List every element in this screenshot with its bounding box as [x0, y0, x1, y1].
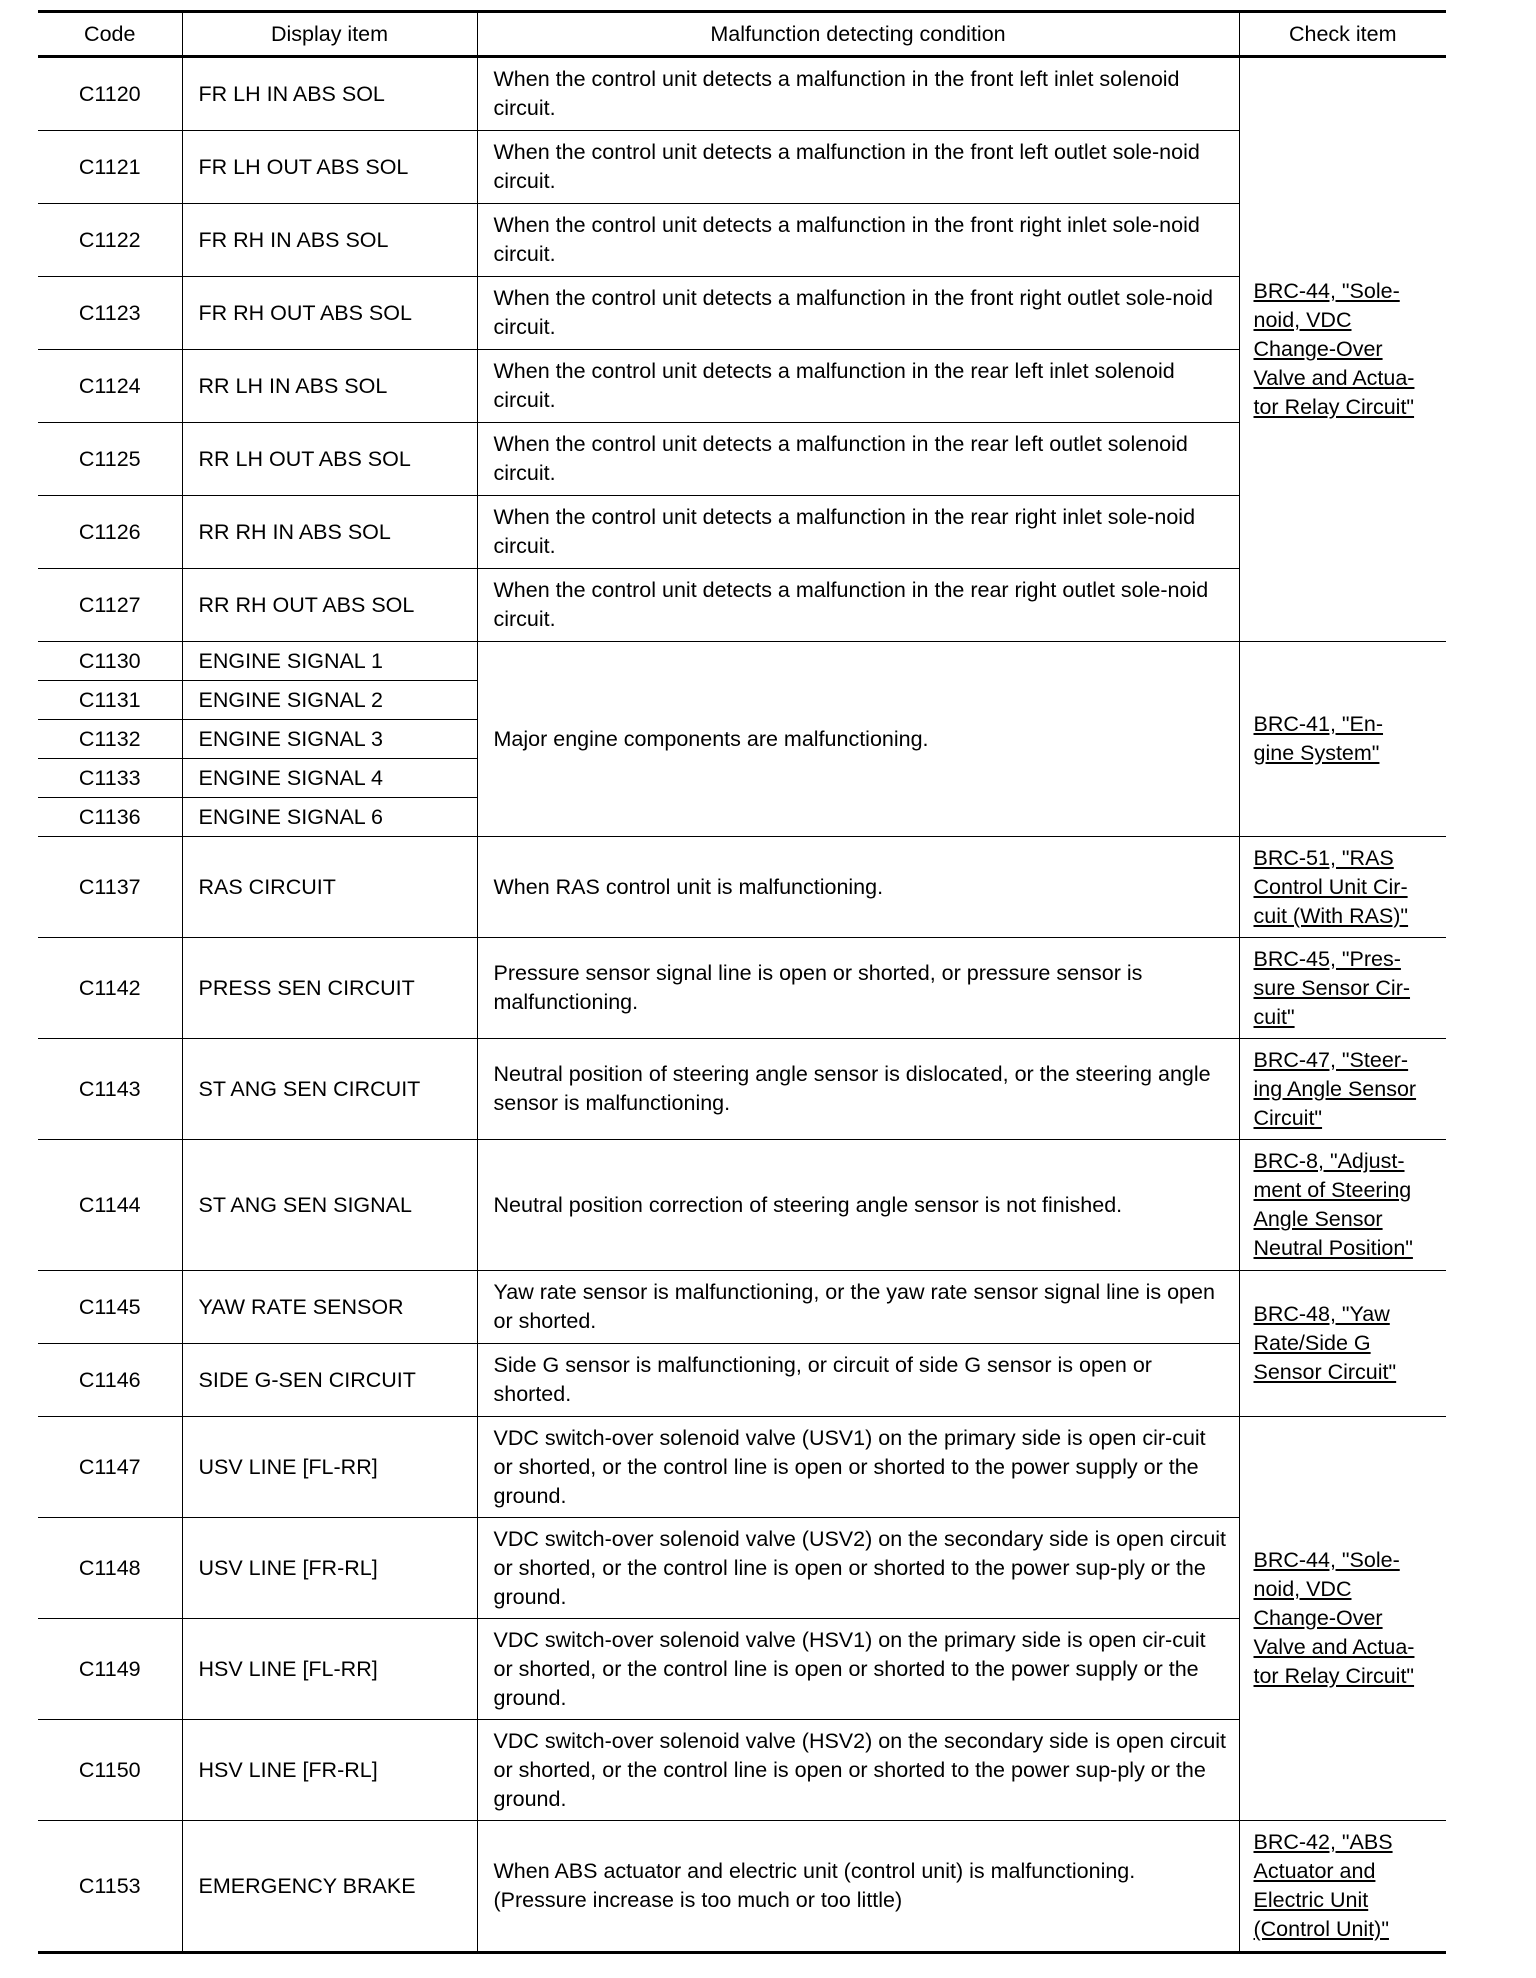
condition-cell: Side G sensor is malfunctioning, or circuit of side G sensor is open or shorted.: [477, 1344, 1239, 1417]
table-row: [38, 131, 1446, 204]
check-item-cell: [1239, 57, 1446, 642]
check-item-cell: [1239, 1140, 1446, 1271]
table-row: [38, 837, 1446, 938]
table-row: [38, 642, 1446, 681]
display-item-cell: EMERGENCY BRAKE: [182, 1821, 477, 1953]
condition-cell: VDC switch-over solenoid valve (USV1) on the primary side is open cir-cuit or shorted, or the control line is open or shorted to the power supply or the ground.: [477, 1417, 1239, 1518]
display-item-cell: ENGINE SIGNAL 1: [182, 642, 477, 681]
header-code: Code: [38, 12, 182, 57]
check-item-link[interactable]: BRC-44, "Sole- noid, VDC Change-Over Valve and Actua- tor Relay Circuit": [1253, 1548, 1415, 1688]
condition-cell: Major engine components are malfunctioning.: [477, 642, 1239, 837]
code-cell: C1150: [38, 1720, 182, 1821]
code-cell: C1122: [38, 204, 182, 277]
display-item-cell: ENGINE SIGNAL 3: [182, 720, 477, 759]
code-cell: C1137: [38, 837, 182, 938]
display-item-cell: FR RH OUT ABS SOL: [182, 277, 477, 350]
code-cell: C1145: [38, 1271, 182, 1344]
table-row: [38, 1140, 1446, 1271]
header-condition: Malfunction detecting condition: [477, 12, 1239, 57]
display-item-cell: USV LINE [FR-RL]: [182, 1518, 477, 1619]
display-item-cell: HSV LINE [FR-RL]: [182, 1720, 477, 1821]
display-item-cell: RR LH IN ABS SOL: [182, 350, 477, 423]
condition-cell: When the control unit detects a malfunction in the front left outlet sole-noid circuit.: [477, 131, 1239, 204]
check-item-link[interactable]: BRC-44, "Sole- noid, VDC Change-Over Valve and Actua- tor Relay Circuit": [1253, 279, 1415, 419]
check-item-cell: [1239, 642, 1446, 837]
header-check-item: Check item: [1239, 12, 1446, 57]
condition-cell: VDC switch-over solenoid valve (HSV2) on the secondary side is open circuit or shorted, or the control line is open or shorted to the power sup-ply or the ground.: [477, 1720, 1239, 1821]
check-item-link[interactable]: BRC-45, "Pres- sure Sensor Cir- cuit": [1253, 946, 1411, 1029]
check-item-link[interactable]: BRC-51, "RAS Control Unit Cir- cuit (With RAS)": [1253, 845, 1409, 928]
display-item-cell: ENGINE SIGNAL 2: [182, 681, 477, 720]
code-cell: C1126: [38, 496, 182, 569]
check-item-cell: [1239, 1271, 1446, 1417]
code-cell: C1146: [38, 1344, 182, 1417]
display-item-cell: RR LH OUT ABS SOL: [182, 423, 477, 496]
display-item-cell: ST ANG SEN CIRCUIT: [182, 1039, 477, 1140]
condition-cell: When the control unit detects a malfunction in the rear right outlet sole-noid circuit.: [477, 569, 1239, 642]
display-item-cell: YAW RATE SENSOR: [182, 1271, 477, 1344]
table-row: [38, 277, 1446, 350]
code-cell: C1125: [38, 423, 182, 496]
condition-cell: VDC switch-over solenoid valve (HSV1) on the primary side is open cir-cuit or shorted, or the control line is open or shorted to the power supply or the ground.: [477, 1619, 1239, 1720]
code-cell: C1142: [38, 938, 182, 1039]
display-item-cell: PRESS SEN CIRCUIT: [182, 938, 477, 1039]
condition-cell: When the control unit detects a malfunction in the rear right inlet sole-noid circuit.: [477, 496, 1239, 569]
display-item-cell: USV LINE [FL-RR]: [182, 1417, 477, 1518]
code-cell: C1143: [38, 1039, 182, 1140]
code-cell: C1136: [38, 798, 182, 837]
dtc-table: [38, 10, 1446, 1954]
condition-cell: Pressure sensor signal line is open or shorted, or pressure sensor is malfunctioning.: [477, 938, 1239, 1039]
code-cell: C1130: [38, 642, 182, 681]
header-row: [38, 12, 1446, 57]
code-cell: C1148: [38, 1518, 182, 1619]
code-cell: C1153: [38, 1821, 182, 1953]
table-row: [38, 1039, 1446, 1140]
code-cell: C1133: [38, 759, 182, 798]
code-cell: C1144: [38, 1140, 182, 1271]
check-item-link[interactable]: BRC-8, "Adjust- ment of Steering Angle Sensor Neutral Position": [1253, 1149, 1413, 1260]
condition-cell: Yaw rate sensor is malfunctioning, or the yaw rate sensor signal line is open or shorted.: [477, 1271, 1239, 1344]
code-cell: C1131: [38, 681, 182, 720]
condition-cell: When RAS control unit is malfunctioning.: [477, 837, 1239, 938]
display-item-cell: ENGINE SIGNAL 4: [182, 759, 477, 798]
check-item-link[interactable]: BRC-42, "ABS Actuator and Electric Unit (Control Unit)": [1253, 1830, 1393, 1941]
code-cell: C1121: [38, 131, 182, 204]
code-cell: C1120: [38, 57, 182, 131]
table-row: [38, 569, 1446, 642]
display-item-cell: RR RH IN ABS SOL: [182, 496, 477, 569]
display-item-cell: FR LH OUT ABS SOL: [182, 131, 477, 204]
table-row: [38, 1720, 1446, 1821]
condition-cell: When the control unit detects a malfunction in the front left inlet solenoid circuit.: [477, 57, 1239, 131]
condition-cell: When ABS actuator and electric unit (control unit) is malfunctioning. (Pressure increase is too much or too little): [477, 1821, 1239, 1953]
table-row: [38, 1518, 1446, 1619]
check-item-link[interactable]: BRC-47, "Steer- ing Angle Sensor Circuit": [1253, 1047, 1417, 1130]
code-cell: C1123: [38, 277, 182, 350]
table-row: [38, 1344, 1446, 1417]
check-item-link[interactable]: BRC-41, "En- gine System": [1253, 712, 1384, 765]
display-item-cell: FR RH IN ABS SOL: [182, 204, 477, 277]
display-item-cell: FR LH IN ABS SOL: [182, 57, 477, 131]
table-row: [38, 1619, 1446, 1720]
table-row: [38, 1417, 1446, 1518]
display-item-cell: ENGINE SIGNAL 6: [182, 798, 477, 837]
check-item-cell: [1239, 938, 1446, 1039]
display-item-cell: HSV LINE [FL-RR]: [182, 1619, 477, 1720]
table-row: [38, 1271, 1446, 1344]
condition-cell: When the control unit detects a malfunction in the front right outlet sole-noid circuit.: [477, 277, 1239, 350]
display-item-cell: SIDE G-SEN CIRCUIT: [182, 1344, 477, 1417]
code-cell: C1124: [38, 350, 182, 423]
condition-cell: When the control unit detects a malfunction in the front right inlet sole-noid circuit.: [477, 204, 1239, 277]
dtc-table-container: [38, 10, 1446, 1954]
check-item-cell: [1239, 1417, 1446, 1821]
table-row: [38, 496, 1446, 569]
condition-cell: When the control unit detects a malfunction in the rear left inlet solenoid circuit.: [477, 350, 1239, 423]
condition-cell: Neutral position correction of steering angle sensor is not finished.: [477, 1140, 1239, 1271]
display-item-cell: RAS CIRCUIT: [182, 837, 477, 938]
condition-cell: VDC switch-over solenoid valve (USV2) on the secondary side is open circuit or shorted, or the control line is open or shorted to the power sup-ply or the ground.: [477, 1518, 1239, 1619]
condition-cell: Neutral position of steering angle sensor is dislocated, or the steering angle sensor is malfunctioning.: [477, 1039, 1239, 1140]
table-row: [38, 350, 1446, 423]
check-item-link[interactable]: BRC-48, "Yaw Rate/Side G Sensor Circuit": [1253, 1302, 1397, 1384]
code-cell: C1127: [38, 569, 182, 642]
table-row: [38, 938, 1446, 1039]
table-row: [38, 1821, 1446, 1953]
code-cell: C1147: [38, 1417, 182, 1518]
code-cell: C1132: [38, 720, 182, 759]
table-row: [38, 204, 1446, 277]
check-item-cell: [1239, 1821, 1446, 1953]
check-item-cell: [1239, 837, 1446, 938]
table-row: [38, 57, 1446, 131]
check-item-cell: [1239, 1039, 1446, 1140]
condition-cell: When the control unit detects a malfunction in the rear left outlet solenoid circuit.: [477, 423, 1239, 496]
display-item-cell: RR RH OUT ABS SOL: [182, 569, 477, 642]
code-cell: C1149: [38, 1619, 182, 1720]
header-display-item: Display item: [182, 12, 477, 57]
table-row: [38, 423, 1446, 496]
display-item-cell: ST ANG SEN SIGNAL: [182, 1140, 477, 1271]
